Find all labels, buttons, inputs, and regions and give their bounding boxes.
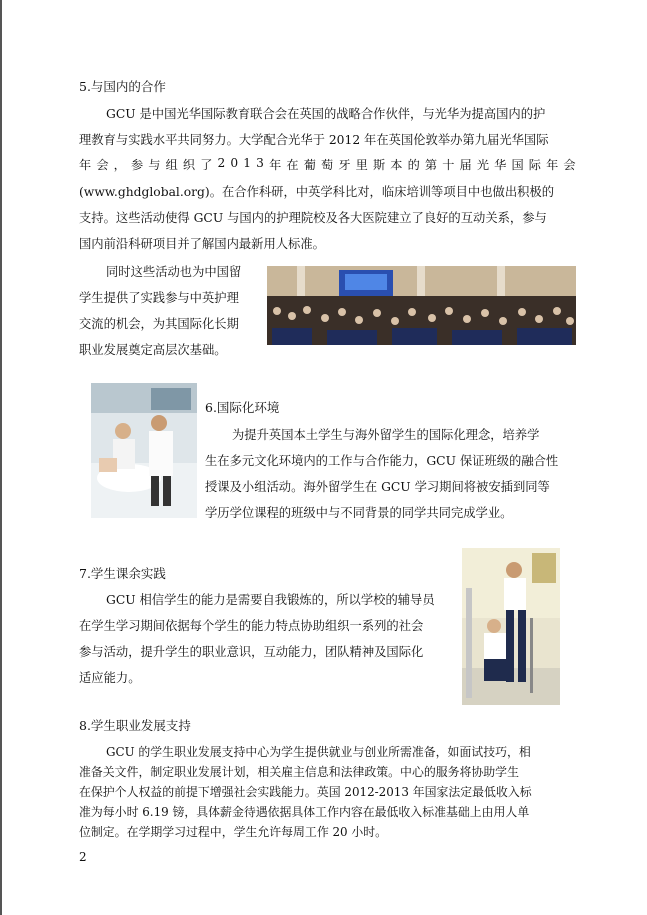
section8-heading: 8.学生职业发展支持 [79,718,191,733]
page-number: 2 [79,850,87,864]
paragraph-line: 交流的机会，为其国际化长期 [79,317,239,331]
paragraph-line: 国内前沿科研项目并了解国内最新用人标准。 [79,237,325,251]
justified-char: 年 [546,158,559,172]
paragraph-line: GCU 的学生职业发展支持中心为学生提供就业与创业所需准备，如面试技巧，相 [106,745,531,759]
paragraph-line: 职业发展奠定高层次基础。 [79,343,227,357]
justified-char: 会 [96,158,109,172]
paragraph-line: 为提升英国本土学生与海外留学生的国际化理念，培养学 [232,428,540,442]
justified-char: 1 [243,156,252,170]
paragraph-line: 在学生学习期间依据每个学生的能力特点协助组织一系列的社会 [79,619,424,633]
paragraph-line: 理教育与实践水平共同努力。大学配合光华于 2012 年在英国伦敦举办第九届光华国际 [79,133,549,147]
justified-char: 届 [459,158,472,172]
justified-char: 光 [476,158,489,172]
section6-heading: 6.国际化环境 [205,400,280,415]
justified-char: 织 [182,158,196,172]
paragraph-line: GCU 是中国光华国际教育联合会在英国的战略合作伙伴，与光华为提高国内的护 [106,107,546,121]
paragraph-line: (www.ghdglobal.org)。在合作科研，中英学科比对，临床培训等项目中也做出积极的 [79,185,555,199]
paragraph-line: 学生提供了实践参与中英护理 [79,291,239,305]
paragraph-line: 同时这些活动也为中国留 [106,265,242,279]
justified-char: 国 [511,158,524,172]
justified-char: 葡 [303,158,316,172]
justified-char: 第 [424,158,438,172]
physiotherapy-photo [462,548,560,705]
justified-char: 华 [494,158,507,172]
justified-char: 牙 [338,158,351,172]
paragraph-line: 准为每小时 6.19 镑，具体薪金待遇依据具体工作内容在最低收入标准基础上由用人单 [79,805,530,819]
justified-char: 参 [130,158,144,172]
nursing-training-photo [91,383,197,518]
justified-char: 的 [407,158,420,172]
paragraph-line: 适应能力。 [79,671,141,685]
justified-char: ， [113,158,126,172]
paragraph-line: 位制定。在学期学习过程中，学生允许每周工作 20 小时。 [79,825,388,839]
justified-char: 本 [390,158,403,172]
justified-char: 萄 [321,158,334,172]
paragraph-line: 学历学位课程的班级中与不同背景的同学共同完成学业。 [205,506,513,520]
paragraph-line: 参与活动，提升学生的职业意识，互动能力，团队精神及国际化 [79,645,424,659]
justified-char: 0 [230,156,239,170]
page-edge [0,0,2,915]
paragraph-line-justified [79,156,576,173]
conference-photo [267,266,576,345]
justified-char: 里 [355,158,368,172]
justified-char: 了 [200,158,213,172]
justified-char: 3 [256,156,264,170]
paragraph-line: 在保护个人权益的前提下增强社会实践能力。英国 2012-2013 年国家法定最低收入标 [79,785,532,799]
justified-char: 年 [79,158,92,172]
justified-char: 年 [269,158,282,172]
paragraph-line: 支持。这些活动使得 GCU 与国内的护理院校及各大医院建立了良好的互动关系，参与 [79,211,547,225]
justified-char: 2 [217,156,226,170]
section7-heading: 7.学生课余实践 [79,566,166,581]
justified-char: 会 [563,158,576,172]
paragraph-line: GCU 相信学生的能力是需要自我锻炼的，所以学校的辅导员 [106,593,435,607]
justified-char: 与 [148,158,161,172]
justified-char: 际 [528,158,541,172]
justified-char: 组 [165,158,178,172]
justified-char: 斯 [372,158,386,172]
justified-char: 在 [286,158,299,172]
paragraph-line: 授课及小组活动。海外留学生在 GCU 学习期间将被安插到同等 [205,480,550,494]
paragraph-line: 准备关文件，制定职业发展计划，相关雇主信息和法律政策。中心的服务将协助学生 [79,765,519,779]
section5-heading: 5.与国内的合作 [79,79,166,94]
paragraph-line: 生在多元文化环境内的工作与合作能力，GCU 保证班级的融合性 [205,454,559,468]
justified-char: 十 [442,158,455,172]
